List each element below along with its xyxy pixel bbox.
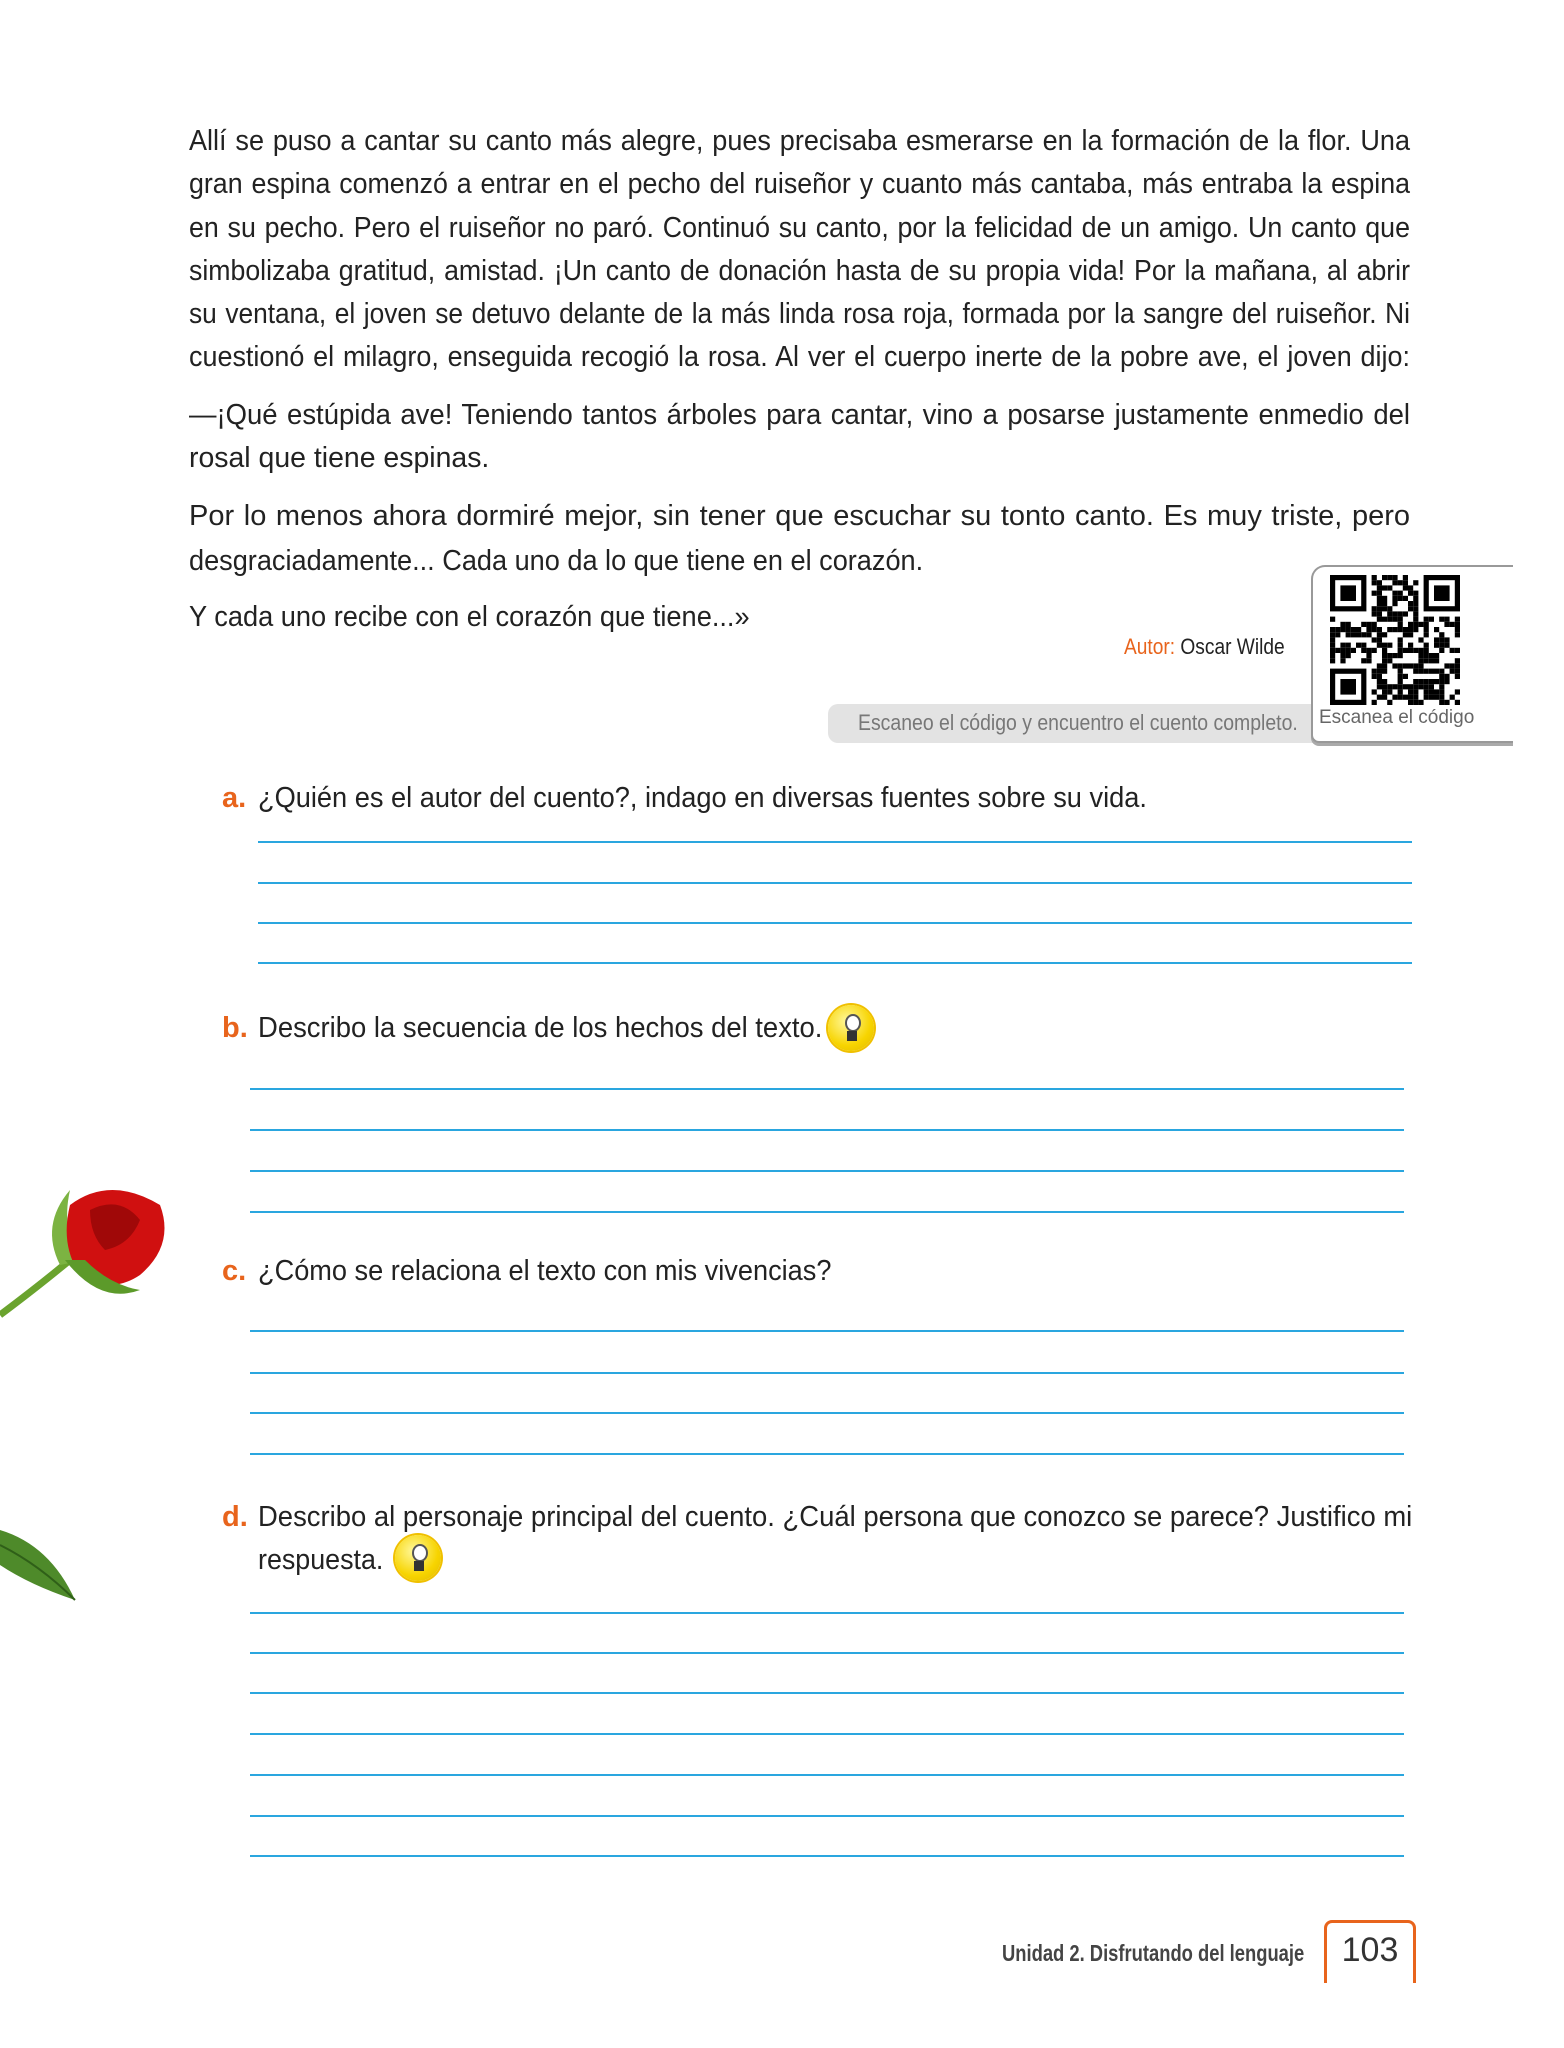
question-d-text: Describo al personaje principal del cuento. ¿Cuál persona que conozco se parece? Justifico mi: [258, 1501, 1413, 1533]
question-a-letter: a.: [222, 782, 247, 814]
answer-line[interactable]: [250, 1815, 1404, 1817]
qr-card[interactable]: [1311, 565, 1513, 743]
story-closing: Y cada uno recibe con el corazón que tiene...»: [189, 601, 750, 633]
answer-line[interactable]: [250, 1733, 1404, 1735]
answer-line[interactable]: [250, 1612, 1404, 1614]
answer-line[interactable]: [250, 1652, 1404, 1654]
rose-illustration: [0, 1165, 180, 1325]
answer-line[interactable]: [250, 1372, 1404, 1374]
story-line: su ventana, el joven se detuvo delante de la más linda rosa roja, formada por la sangre del ruiseñor. Ni: [189, 298, 1410, 330]
lightbulb-icon: [828, 1005, 874, 1051]
answer-line[interactable]: [250, 1855, 1404, 1857]
answer-line[interactable]: [250, 1330, 1404, 1332]
question-c-text: ¿Cómo se relaciona el texto con mis vivencias?: [258, 1255, 832, 1287]
story-line: —¡Qué estúpida ave! Teniendo tantos árboles para cantar, vino a posarse justamente enmedio del: [189, 399, 1410, 431]
story-line: Por lo menos ahora dormiré mejor, sin tener que escuchar su tonto canto. Es muy triste, pero: [189, 500, 1410, 532]
question-d-text: respuesta.: [258, 1544, 384, 1576]
qr-banner: [828, 704, 1328, 743]
story-line: simbolizaba gratitud, amistad. ¡Un canto de donación hasta de su propia vida! Por la mañana, al abrir: [189, 255, 1410, 287]
leaf-illustration: [0, 1525, 80, 1605]
question-d-letter: d.: [222, 1501, 248, 1533]
footer-unit: Unidad 2. Disfrutando del lenguaje: [1002, 1940, 1305, 1966]
story-line: en su pecho. Pero el ruiseñor no paró. Continuó su canto, por la felicidad de un amigo. Un canto que: [189, 212, 1410, 244]
answer-line[interactable]: [250, 1692, 1404, 1694]
question-c-letter: c.: [222, 1255, 247, 1287]
answer-line[interactable]: [258, 841, 1412, 843]
page-number-box: [1324, 1920, 1416, 1983]
story-line: desgraciadamente... Cada uno da lo que tiene en el corazón.: [189, 545, 924, 577]
qr-caption: Escanea el código: [1319, 707, 1475, 728]
lightbulb-icon: [395, 1535, 441, 1581]
story-line: gran espina comenzó a entrar en el pecho del ruiseñor y cuanto más cantaba, más entraba la espina: [189, 168, 1410, 200]
story-line: rosal que tiene espinas.: [189, 442, 490, 474]
author-name: Oscar Wilde: [1180, 634, 1285, 659]
author-label: Autor:: [1124, 634, 1176, 659]
answer-line[interactable]: [250, 1453, 1404, 1455]
story-line: cuestionó el milagro, enseguida recogió la rosa. Al ver el cuerpo inerte de la pobre ave, el joven dijo:: [189, 341, 1410, 373]
answer-line[interactable]: [250, 1129, 1404, 1131]
qr-code-icon[interactable]: [1330, 575, 1460, 705]
qr-banner-text: Escaneo el código y encuentro el cuento completo.: [858, 710, 1298, 735]
answer-line[interactable]: [258, 962, 1412, 964]
answer-line[interactable]: [250, 1774, 1404, 1776]
answer-line[interactable]: [258, 922, 1412, 924]
answer-line[interactable]: [250, 1412, 1404, 1414]
page-number: 103: [1341, 1931, 1399, 1969]
story-line: Allí se puso a cantar su canto más alegre, pues precisaba esmerarse en la formación de la flor. Una: [189, 125, 1410, 157]
question-a-text: ¿Quién es el autor del cuento?, indago en diversas fuentes sobre su vida.: [258, 782, 1147, 814]
author-credit: [1124, 632, 1285, 662]
answer-line[interactable]: [258, 882, 1412, 884]
answer-line[interactable]: [250, 1170, 1404, 1172]
question-b-text: Describo la secuencia de los hechos del texto.: [258, 1012, 823, 1044]
answer-line[interactable]: [250, 1088, 1404, 1090]
question-b-letter: b.: [222, 1012, 248, 1044]
answer-line[interactable]: [250, 1211, 1404, 1213]
